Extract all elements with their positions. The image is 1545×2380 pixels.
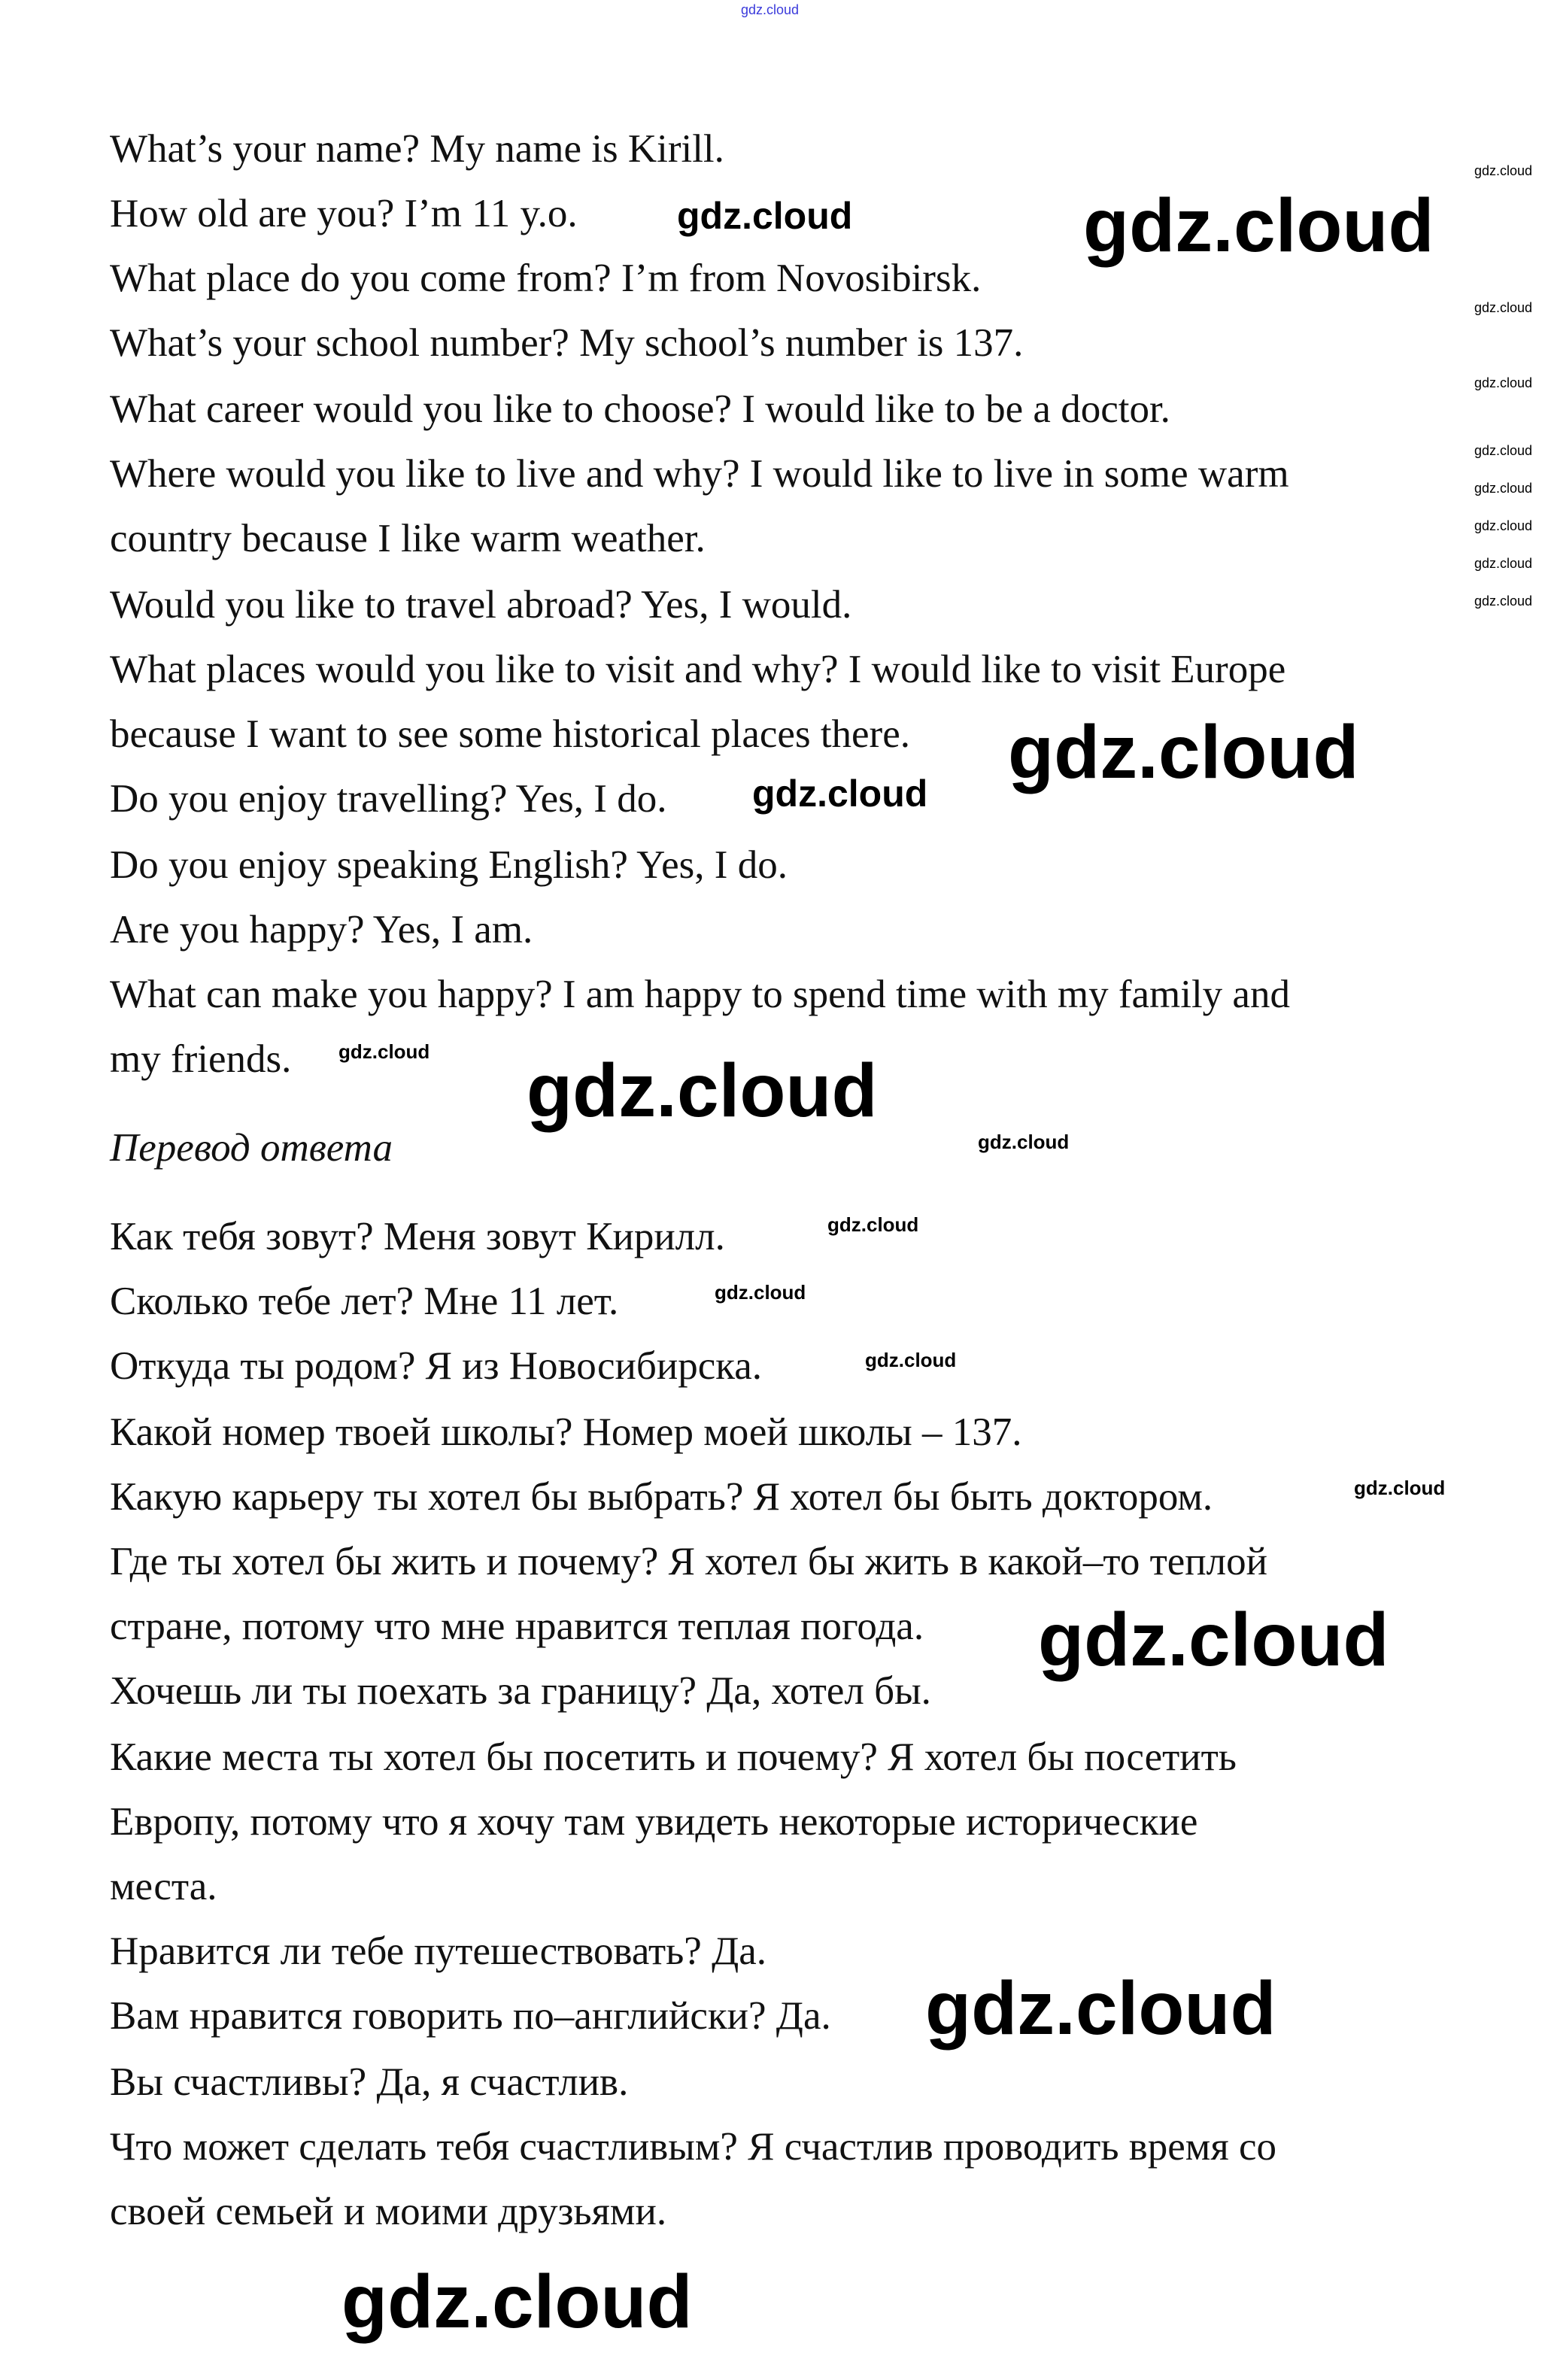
russian-line: Вы счастливы? Да, я счастлив. — [110, 2060, 629, 2104]
watermark-text: gdz.cloud — [1474, 518, 1533, 533]
watermark-text: gdz.cloud — [1474, 375, 1533, 390]
russian-line: Нравится ли тебе путешествовать? Да. — [110, 1929, 766, 1973]
watermark-text: gdz.cloud — [827, 1213, 919, 1236]
watermark-text: gdz.cloud — [925, 1966, 1276, 2051]
english-line: What’s your school number? My school’s number is 137. — [110, 321, 1024, 365]
watermark-text: gdz.cloud — [1474, 556, 1533, 571]
watermark-text: gdz.cloud — [715, 1281, 806, 1304]
watermark-text: gdz.cloud — [978, 1131, 1070, 1153]
english-line: Would you like to travel abroad? Yes, I would. — [110, 583, 852, 627]
watermark-text: gdz.cloud — [341, 2260, 693, 2344]
watermark-text: gdz.cloud — [1038, 1598, 1389, 1682]
english-line: What can make you happy? I am happy to spend time with my family and — [110, 973, 1290, 1016]
russian-line: Откуда ты родом? Я из Новосибирска. — [110, 1344, 762, 1388]
russian-line: стране, потому что мне нравится теплая погода. — [110, 1604, 924, 1648]
russian-line: Европу, потому что я хочу там увидеть некоторые исторические — [110, 1800, 1198, 1844]
english-line: Do you enjoy travelling? Yes, I do. — [110, 777, 667, 821]
watermark-text: gdz.cloud — [1083, 184, 1434, 268]
russian-line: Какие места ты хотел бы посетить и почему? Я хотел бы посетить — [110, 1735, 1237, 1779]
russian-line: Как тебя зовут? Меня зовут Кирилл. — [110, 1215, 725, 1258]
watermark-text: gdz.cloud — [865, 1349, 957, 1371]
watermark-text: gdz.cloud — [1474, 481, 1533, 496]
watermark-text: gdz.cloud — [1354, 1477, 1446, 1499]
watermark-text: gdz.cloud — [338, 1040, 430, 1063]
russian-line: Какой номер твоей школы? Номер моей школы – 137. — [110, 1410, 1022, 1454]
watermark-text: gdz.cloud — [527, 1049, 878, 1133]
english-line: my friends. — [110, 1037, 292, 1081]
english-line: What’s your name? My name is Kirill. — [110, 127, 724, 171]
watermark-text: gdz.cloud — [1474, 163, 1533, 178]
english-line: Where would you like to live and why? I would like to live in some warm — [110, 452, 1289, 496]
english-line: What place do you come from? I’m from Novosibirsk. — [110, 257, 982, 300]
russian-line: Что может сделать тебя счастливым? Я счастлив проводить время со — [110, 2125, 1277, 2169]
russian-line: Какую карьеру ты хотел бы выбрать? Я хотел бы быть доктором. — [110, 1475, 1213, 1519]
english-line: Are you happy? Yes, I am. — [110, 908, 533, 952]
english-line: What career would you like to choose? I would like to be a doctor. — [110, 387, 1170, 431]
english-line: Do you enjoy speaking English? Yes, I do. — [110, 843, 788, 887]
english-line: country because I like warm weather. — [110, 517, 706, 560]
russian-line: Хочешь ли ты поехать за границу? Да, хотел бы. — [110, 1669, 931, 1713]
russian-line: Вам нравится говорить по–английски? Да. — [110, 1994, 831, 2038]
watermark-text: gdz.cloud — [1008, 710, 1359, 794]
watermark-text: gdz.cloud — [1474, 593, 1533, 609]
watermark-text: gdz.cloud — [752, 773, 928, 815]
english-line: How old are you? I’m 11 y.o. — [110, 192, 578, 235]
russian-line: своей семьей и моими друзьями. — [110, 2190, 667, 2233]
watermark-text: gdz.cloud — [1474, 443, 1533, 458]
english-line: What places would you like to visit and why? I would like to visit Europe — [110, 648, 1286, 691]
russian-line: места. — [110, 1865, 217, 1908]
translation-heading: Перевод ответа — [110, 1126, 393, 1170]
watermark-text: gdz.cloud — [741, 2, 800, 17]
russian-line: Сколько тебе лет? Мне 11 лет. — [110, 1280, 619, 1323]
watermark-text: gdz.cloud — [1474, 300, 1533, 315]
watermark-text: gdz.cloud — [677, 195, 853, 237]
russian-line: Где ты хотел бы жить и почему? Я хотел бы жить в какой–то теплой — [110, 1540, 1267, 1583]
english-line: because I want to see some historical places there. — [110, 712, 910, 756]
